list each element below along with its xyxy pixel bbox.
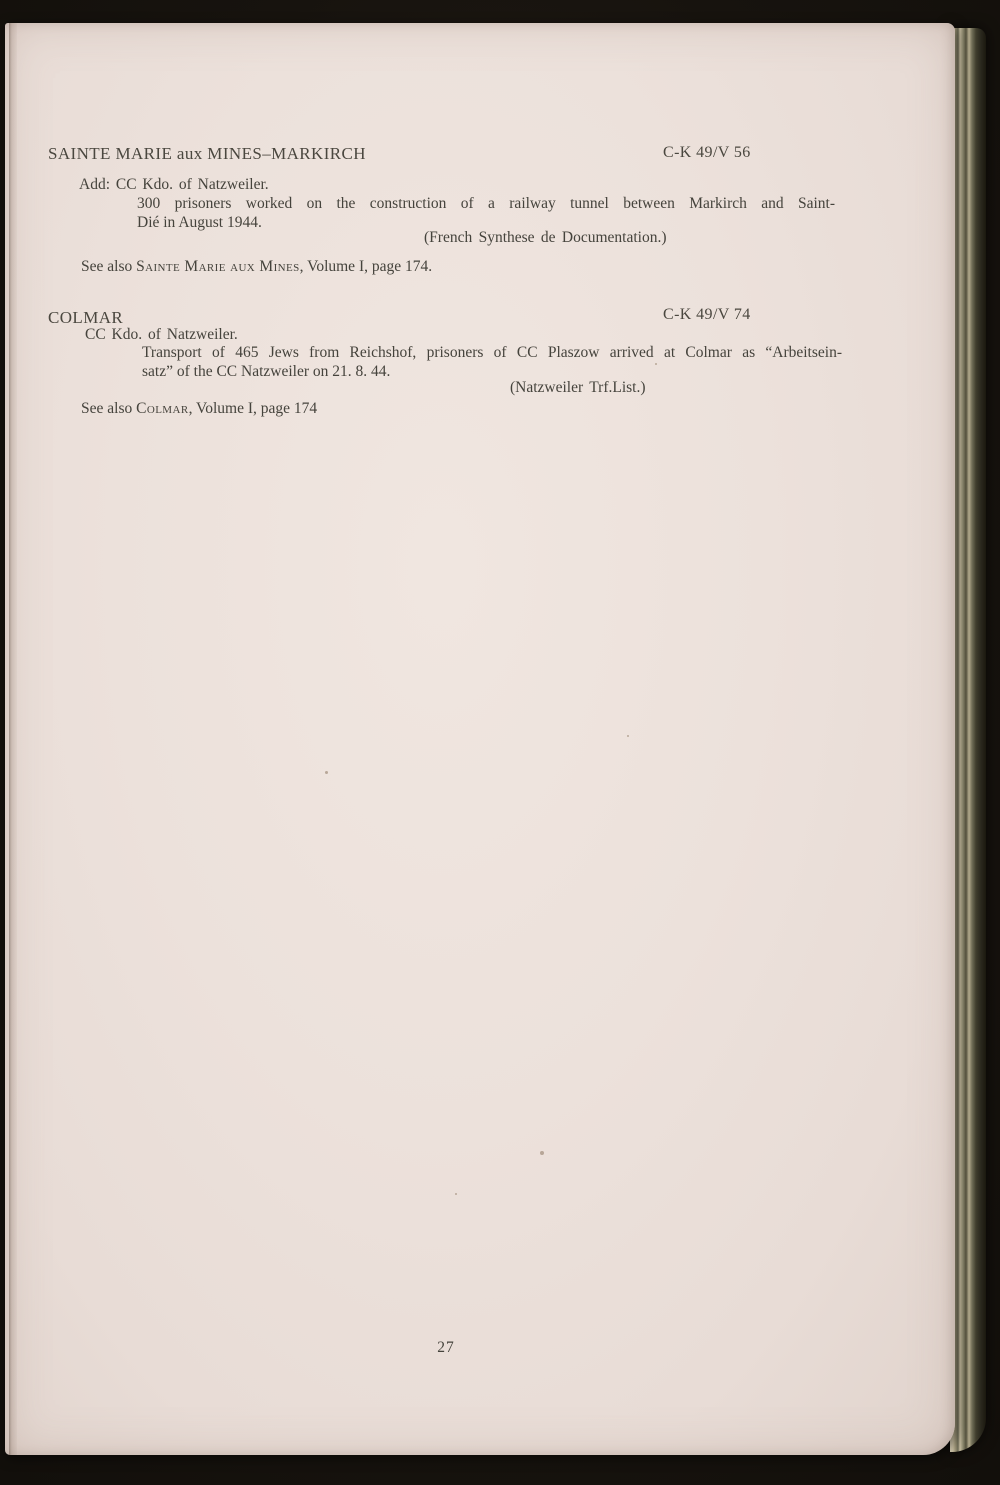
- entry-subheading: CC Kdo. of Natzweiler.: [85, 326, 238, 343]
- entry-title: COLMAR: [48, 308, 124, 327]
- entry-body-line: Dié in August 1944.: [137, 214, 262, 231]
- entry-reference: C-K 49/V 56: [663, 144, 751, 161]
- see-also-line: [81, 257, 432, 276]
- paper-speck: [627, 735, 629, 737]
- entry-reference: C-K 49/V 74: [663, 306, 751, 323]
- see-also-name: Colmar: [136, 400, 189, 417]
- entry-body-line: satz” of the CC Natzweiler on 21. 8. 44.: [142, 363, 391, 380]
- see-also-prefix: See also: [81, 258, 137, 275]
- paper-speck: [455, 1193, 457, 1195]
- see-also-name: Sainte Marie aux Mines: [136, 258, 300, 275]
- entry-subheading: Add: CC Kdo. of Natzweiler.: [79, 176, 269, 193]
- entry-title: SAINTE MARIE aux MINES–MARKIRCH: [48, 144, 366, 163]
- entry-source: (Natzweiler Trf.List.): [510, 379, 646, 396]
- entry-source: (French Synthese de Documentation.): [424, 229, 667, 246]
- page-number: 27: [437, 1339, 455, 1356]
- book-page: [5, 23, 955, 1455]
- see-also-suffix: , Volume I, page 174.: [299, 258, 433, 275]
- see-also-line: [81, 399, 317, 418]
- paper-speck: [540, 1151, 544, 1155]
- entry-body-line: 300 prisoners worked on the construction of a railway tunnel between Markirch and Saint-: [137, 195, 835, 212]
- paper-speck: [655, 363, 657, 365]
- see-also-suffix: , Volume I, page 174: [188, 400, 318, 417]
- book-page-stack-edge: [950, 28, 986, 1452]
- binding-crease: [9, 23, 17, 1455]
- see-also-prefix: See also: [81, 400, 137, 417]
- paper-speck: [325, 771, 328, 774]
- entry-body-line: Transport of 465 Jews from Reichshof, prisoners of CC Plaszow arrived at Colmar as “Arbeitsein-: [142, 344, 842, 361]
